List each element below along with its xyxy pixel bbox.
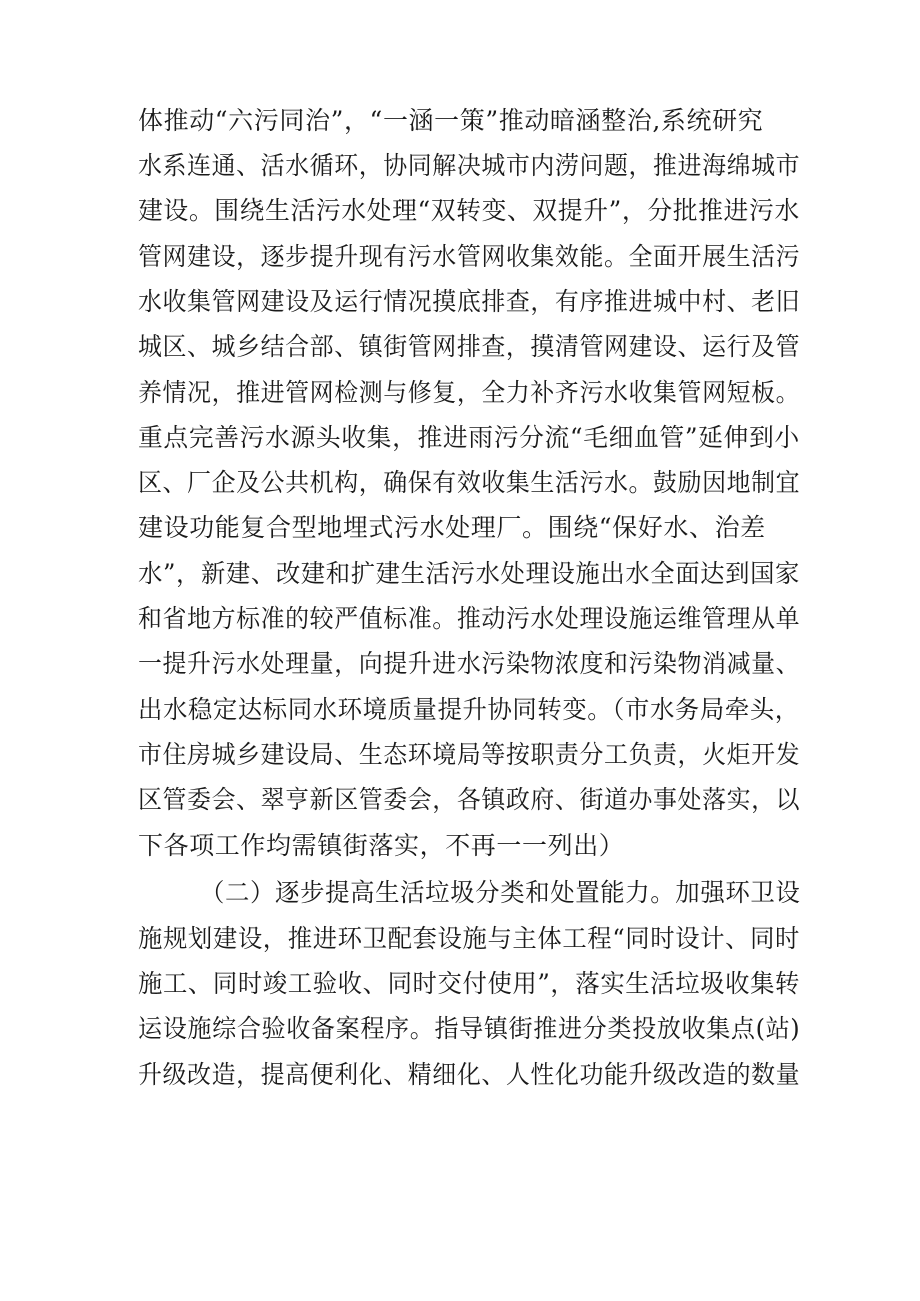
- text-line: 区管委会、翠亨新区管委会，各镇政府、街道办事处落实，以: [138, 785, 801, 814]
- text-line: 运设施综合验收备案程序。指导镇街推进分类投放收集点(站): [138, 1014, 801, 1043]
- text-line: 一提升污水处理量，向提升进水污染物浓度和污染物消减量、: [138, 649, 801, 678]
- text-line: 建设。围绕生活污水处理“双转变、双提升”，分批推进污水: [138, 196, 800, 225]
- text-line: 养情况，推进管网检测与修复，全力补齐污水收集管网短板。: [138, 378, 801, 407]
- text-line: 和省地方标准的较严值标准。推动污水处理设施运维管理从单: [138, 604, 801, 633]
- text-line: 水”，新建、改建和扩建生活污水处理设施出水全面达到国家: [138, 559, 801, 588]
- text-line: 城区、城乡结合部、镇街管网排查，摸清管网建设、运行及管: [138, 332, 801, 361]
- text-line: 水系连通、活水循环，协同解决城市内涝问题，推进海绵城市: [138, 151, 801, 180]
- text-line: 管网建设，逐步提升现有污水管网收集效能。全面开展生活污: [138, 242, 801, 271]
- text-line: 市住房城乡建设局、生态环境局等按职责分工负责，火炬开发: [138, 740, 801, 769]
- text-line: 重点完善污水源头收集，推进雨污分流“毛细血管”延伸到小: [138, 423, 800, 452]
- text-line: 区、厂企及公共机构，确保有效收集生活污水。鼓励因地制宜: [138, 468, 801, 497]
- text-line: 建设功能复合型地埋式污水处理厂。围绕“保好水、治差: [138, 513, 766, 542]
- text-line: 体推动“六污同治”，“一涵一策”推动暗涵整治,系统研究: [138, 106, 764, 135]
- text-line: 施工、同时竣工验收、同时交付使用”，落实生活垃圾收集转: [138, 969, 801, 998]
- text-line: 下各项工作均需镇街落实，不再一一列出）: [138, 831, 625, 860]
- text-line: 水收集管网建设及运行情况摸底排查，有序推进城中村、老旧: [138, 287, 801, 316]
- text-line: 升级改造，提高便利化、精细化、人性化功能升级改造的数量: [138, 1060, 801, 1089]
- text-line: 出水稳定达标同水环境质量提升协同转变。（市水务局牵头，: [138, 695, 800, 724]
- text-line: 施规划建设，推进环卫配套设施与主体工程“同时设计、同时: [138, 924, 801, 953]
- section-heading-line: （二）逐步提高生活垃圾分类和处置能力。加强环卫设: [200, 878, 801, 907]
